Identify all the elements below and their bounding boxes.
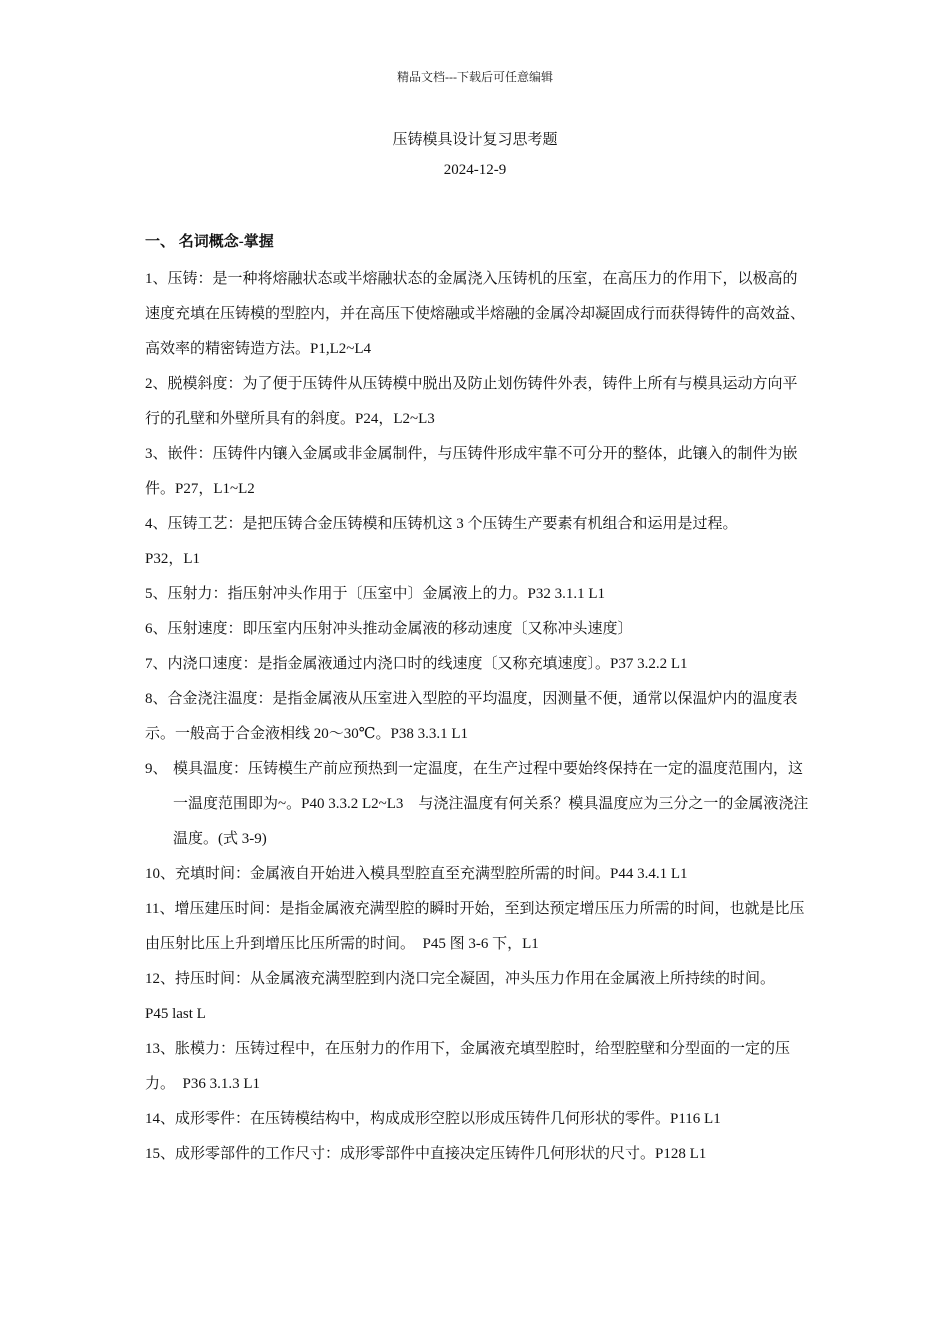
list-item: 8、合金浇注温度：是指金属液从压室进入型腔的平均温度，因测量不便，通常以保温炉内的温度表示。一般高于合金液相线 20～30℃。P38 3.3.1 L1 bbox=[145, 691, 798, 742]
document-date: 2024-12-9 bbox=[443, 162, 507, 178]
list-item: 14、成形零件：在压铸模结构中，构成成形空腔以形成压铸件几何形状的零件。P116 L1 bbox=[145, 1111, 721, 1127]
list-item: P32，L1 bbox=[145, 551, 201, 567]
list-item: 10、充填时间：金属液自开始进入模具型腔直至充满型腔所需的时间。P44 3.4.1 L1 bbox=[145, 866, 688, 882]
list-item-number: 9、 bbox=[145, 761, 168, 777]
list-item: P45 last L bbox=[145, 1006, 206, 1022]
list-item: 5、压射力：指压射冲头作用于〔压室中〕金属液上的力。P32 3.1.1 L1 bbox=[145, 586, 606, 602]
list-item: 15、成形零部件的工作尺寸：成形零部件中直接决定压铸件几何形状的尺寸。P128 L1 bbox=[145, 1146, 707, 1162]
list-item: 7、内浇口速度：是指金属液通过内浇口时的线速度〔又称充填速度〕。P37 3.2.2 L1 bbox=[145, 656, 688, 672]
page-header: 精品文档---下载后可任意编辑 bbox=[397, 70, 553, 84]
list-item: 2、脱模斜度：为了便于压铸件从压铸模中脱出及防止划伤铸件外表，铸件上所有与模具运动方向平行的孔壁和外壁所具有的斜度。P24，L2~L3 bbox=[145, 376, 798, 427]
list-item-text: 模具温度：压铸模生产前应预热到一定温度，在生产过程中要始终保持在一定的温度范围内，这一温度范围即为~。P40 3.3.2 L2~L3 与浇注温度有何关系？模具温度应为三分之一的金属液浇注温度。(式 3-9) bbox=[173, 761, 809, 847]
list-item: 12、持压时间：从金属液充满型腔到内浇口完全凝固，冲头压力作用在金属液上所持续的时间。 bbox=[145, 971, 776, 987]
list-item: 1、压铸：是一种将熔融状态或半熔融状态的金属浇入压铸机的压室，在高压力的作用下，以极高的速度充填在压铸模的型腔内，并在高压下使熔融或半熔融的金属冷却凝固成行而获得铸件的高效益、高效率的精密铸造方法。P1,L2~L4 bbox=[145, 271, 806, 357]
document-title: 压铸模具设计复习思考题 bbox=[392, 132, 558, 148]
list-item: 6、压射速度：即压室内压射冲头推动金属液的移动速度〔又称冲头速度〕 bbox=[145, 621, 633, 637]
list-item: 13、胀模力：压铸过程中，在压射力的作用下，金属液充填型腔时，给型腔壁和分型面的一定的压力。 P36 3.1.3 L1 bbox=[145, 1041, 791, 1092]
list-item: 11、增压建压时间：是指金属液充满型腔的瞬时开始，至到达预定增压压力所需的时间，也就是比压由压射比压上升到增压比压所需的时间。 P45 图 3-6 下，L1 bbox=[145, 901, 805, 952]
list-item: 3、嵌件：压铸件内镶入金属或非金属制件，与压铸件形成牢靠不可分开的整体，此镶入的制件为嵌件。P27，L1~L2 bbox=[145, 446, 798, 497]
section-heading: 一、 名词概念-掌握 bbox=[145, 234, 274, 250]
list-item: 4、压铸工艺：是把压铸合金压铸模和压铸机这 3 个压铸生产要素有机组合和运用是过程。 bbox=[145, 516, 738, 532]
list-item bbox=[145, 752, 810, 857]
document-body bbox=[145, 262, 810, 1172]
